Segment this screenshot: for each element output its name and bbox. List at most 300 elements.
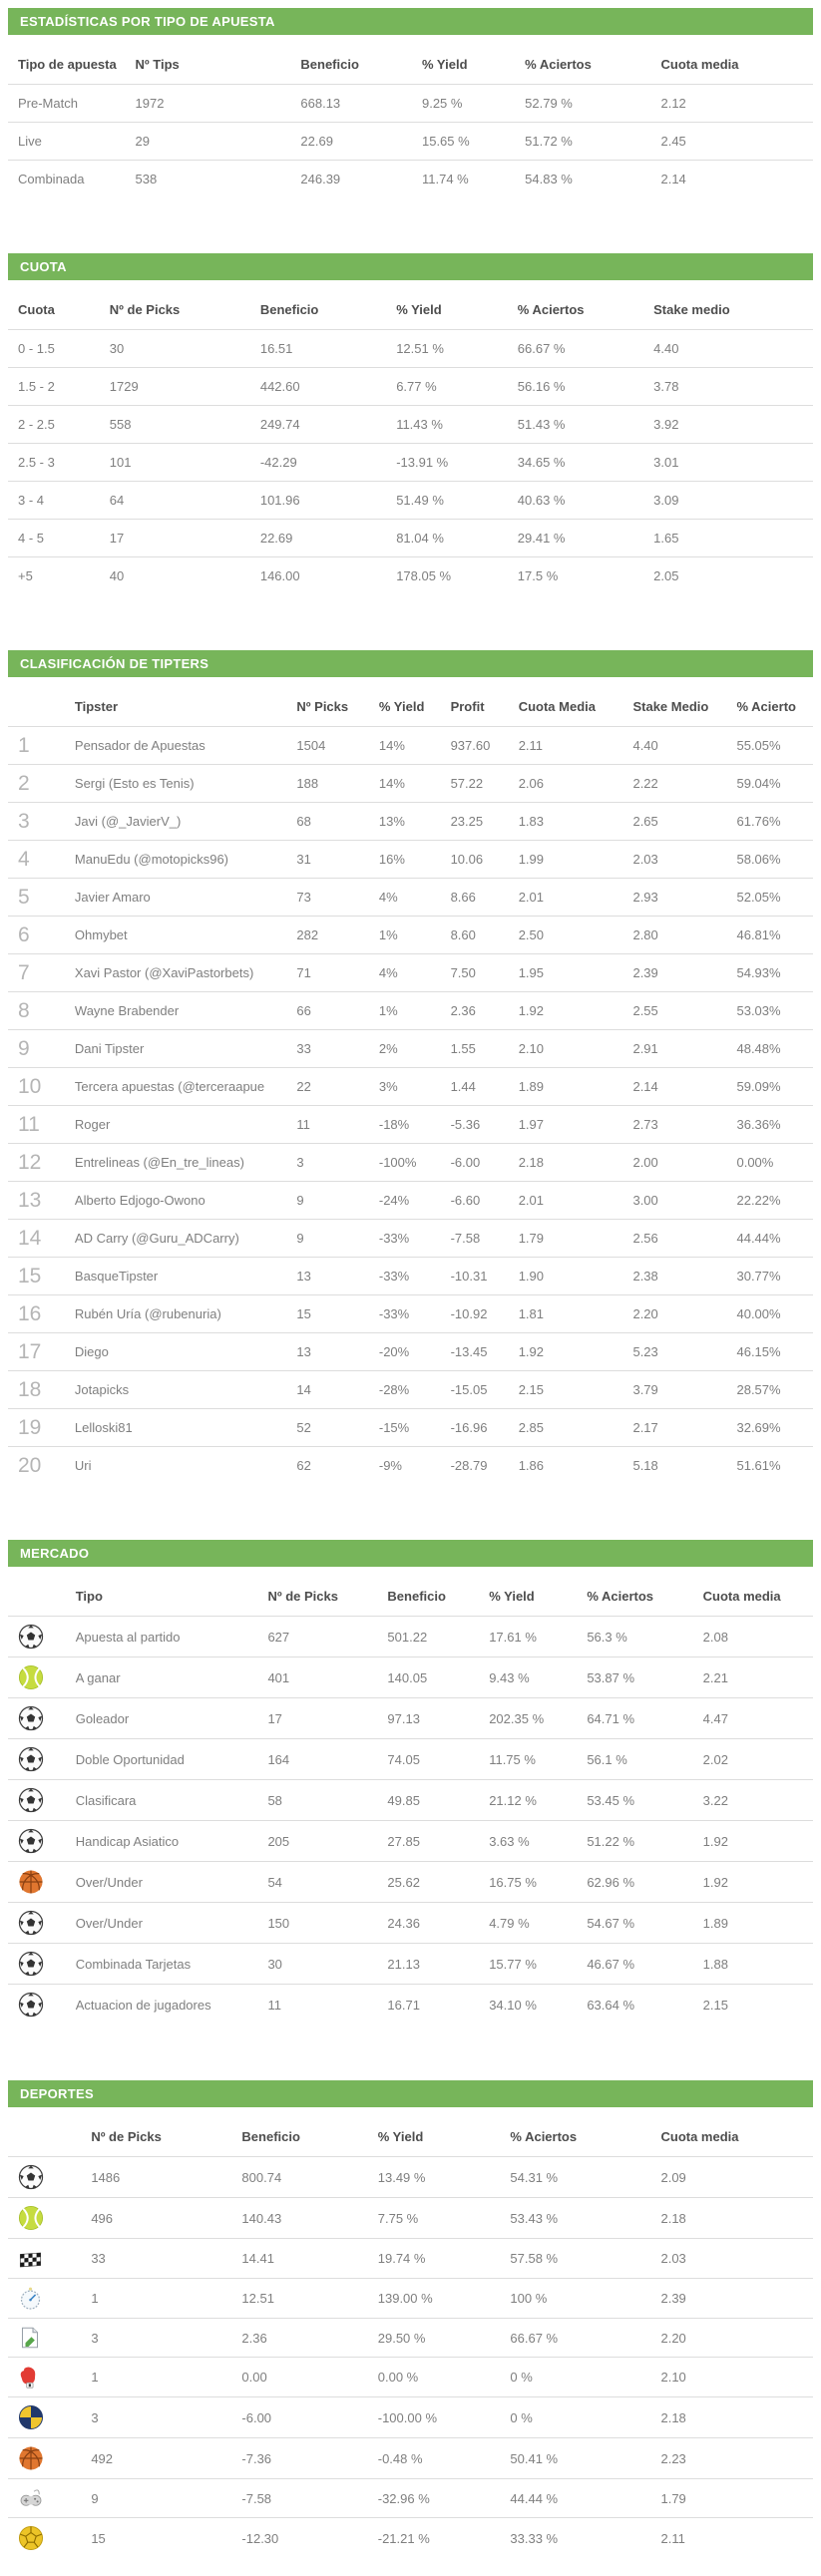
table-cell: 2.18 bbox=[518, 1155, 544, 1170]
rank-number: 9 bbox=[18, 1036, 30, 1060]
column-header: Tipo de apuesta bbox=[18, 57, 117, 72]
table-row bbox=[8, 368, 813, 406]
table-cell: 23.25 bbox=[450, 814, 484, 829]
table-cell: 40 bbox=[109, 568, 125, 583]
table-cell: 62.96 % bbox=[587, 1874, 635, 1890]
table-cell: 22 bbox=[296, 1079, 311, 1094]
table-cell: 14% bbox=[378, 776, 405, 791]
table-cell: Pensador de Apuestas bbox=[74, 738, 205, 753]
table-cell: 74.05 bbox=[387, 1751, 420, 1767]
table-cell: Tercera apuestas (@terceraapue bbox=[74, 1079, 265, 1094]
table-cell: 46.81% bbox=[736, 927, 781, 942]
table-cell: 2.36 bbox=[241, 2330, 267, 2346]
table-cell: Sergi (Esto es Tenis) bbox=[74, 776, 195, 791]
table-cell: Handicap Asiatico bbox=[75, 1833, 180, 1849]
table-cell: 48.48% bbox=[736, 1041, 781, 1056]
soccer-ball-icon bbox=[18, 1624, 64, 1650]
table-cell: 3.00 bbox=[632, 1193, 658, 1208]
column-header-empty bbox=[8, 1577, 70, 1617]
table-cell: 1.79 bbox=[518, 1231, 544, 1246]
table-cell: +5 bbox=[18, 568, 33, 583]
table-cell: 62 bbox=[296, 1458, 311, 1473]
table-cell: 55.05% bbox=[736, 738, 781, 753]
column-header: Cuota media bbox=[660, 57, 739, 72]
table-row bbox=[8, 1030, 813, 1068]
table-cell: 4.40 bbox=[653, 341, 679, 356]
table-row bbox=[8, 879, 813, 917]
table-cell: 2.38 bbox=[632, 1269, 658, 1284]
table-cell: 2.10 bbox=[518, 1041, 544, 1056]
table-cell: Wayne Brabender bbox=[74, 1003, 180, 1018]
table-cell: -10.92 bbox=[450, 1306, 488, 1321]
column-header: Cuota media bbox=[660, 2129, 739, 2144]
table-cell: 51.61% bbox=[736, 1458, 781, 1473]
table-cell: 2.11 bbox=[660, 2530, 685, 2546]
table-cell: 202.35 % bbox=[489, 1710, 545, 1726]
table-cell: 27.85 bbox=[387, 1833, 420, 1849]
icon-cell bbox=[8, 1698, 70, 1739]
table-cell: 2.18 bbox=[660, 2210, 686, 2226]
table-cell: Dani Tipster bbox=[74, 1041, 145, 1056]
table-cell: 17 bbox=[267, 1710, 282, 1726]
table-cell: Jotapicks bbox=[74, 1382, 130, 1397]
table-cell: Combinada bbox=[18, 172, 85, 186]
section-header-deportes bbox=[8, 2080, 813, 2107]
table-cell: 11.75 % bbox=[489, 1751, 536, 1767]
rank-number: 3 bbox=[18, 809, 30, 833]
rank-number: 12 bbox=[18, 1150, 42, 1174]
column-header-empty bbox=[8, 2117, 85, 2157]
table-cell: 4% bbox=[378, 965, 398, 980]
section-tipsters bbox=[8, 650, 813, 1484]
column-header: Beneficio bbox=[387, 1589, 446, 1604]
table-row bbox=[8, 1144, 813, 1182]
table-cell: 2.17 bbox=[632, 1420, 658, 1435]
table-cell: 13 bbox=[296, 1269, 311, 1284]
table-cell: -20% bbox=[378, 1344, 410, 1359]
table-cell: 46.15% bbox=[736, 1344, 781, 1359]
table-cell: 1.55 bbox=[450, 1041, 476, 1056]
header-row bbox=[8, 1577, 813, 1617]
table-cell: 44.44 % bbox=[510, 2490, 559, 2506]
table-cell: 5.23 bbox=[632, 1344, 658, 1359]
table-cell: Alberto Edjogo-Owono bbox=[74, 1193, 205, 1208]
table-cell: 11.74 % bbox=[421, 172, 469, 186]
table-cell: 0 - 1.5 bbox=[18, 341, 55, 356]
table-cell: Over/Under bbox=[75, 1915, 143, 1931]
table-cell: 139.00 % bbox=[377, 2291, 433, 2306]
table-cell: 1.83 bbox=[518, 814, 544, 829]
table-cell: 51.49 % bbox=[396, 493, 444, 508]
table-cell: 63.64 % bbox=[587, 1997, 635, 2013]
table-cell: 16.71 bbox=[387, 1997, 420, 2013]
table-cell: 97.13 bbox=[387, 1710, 420, 1726]
volleyball-icon bbox=[18, 2404, 79, 2430]
table-cell: Ohmybet bbox=[74, 927, 128, 942]
table-cell: Entrelineas (@En_tre_lineas) bbox=[74, 1155, 244, 1170]
table-cell: 558 bbox=[109, 417, 132, 432]
table-cell: Lelloski81 bbox=[74, 1420, 133, 1435]
icon-cell bbox=[8, 2157, 85, 2198]
table-cell: -10.31 bbox=[450, 1269, 488, 1284]
table-cell: 101.96 bbox=[259, 493, 300, 508]
table-cell: 1.81 bbox=[518, 1306, 544, 1321]
table-cell: AD Carry (@Guru_ADCarry) bbox=[74, 1231, 239, 1246]
table-cell: 31 bbox=[296, 852, 311, 867]
table-cell: 2.08 bbox=[702, 1629, 728, 1645]
table-cell: 2.39 bbox=[660, 2291, 686, 2306]
table-cell: 1.92 bbox=[518, 1003, 544, 1018]
table-row bbox=[8, 2239, 813, 2279]
tipsters-ranking-table bbox=[8, 687, 813, 1484]
table-cell: 150 bbox=[267, 1915, 290, 1931]
table-cell: -28.79 bbox=[450, 1458, 488, 1473]
section-header-tipsters bbox=[8, 650, 813, 677]
table-cell: 2.39 bbox=[632, 965, 658, 980]
section-title: DEPORTES bbox=[20, 2086, 94, 2101]
table-cell: 282 bbox=[296, 927, 319, 942]
icon-cell bbox=[8, 1862, 70, 1903]
table-cell: 14.41 bbox=[241, 2251, 274, 2266]
boxing-glove-icon bbox=[18, 2365, 79, 2390]
table-cell: 51.22 % bbox=[587, 1833, 635, 1849]
table-row bbox=[8, 2358, 813, 2397]
table-cell: Apuesta al partido bbox=[75, 1629, 181, 1645]
table-cell: 36.36% bbox=[736, 1117, 781, 1132]
table-row bbox=[8, 85, 813, 123]
table-cell: 0.00 % bbox=[377, 2370, 419, 2385]
table-cell: 61.76% bbox=[736, 814, 781, 829]
table-cell: 2.11 bbox=[518, 738, 544, 753]
table-row bbox=[8, 406, 813, 444]
table-cell: 2.23 bbox=[660, 2450, 686, 2466]
table-cell: 51.43 % bbox=[517, 417, 566, 432]
section-tipo-apuesta bbox=[8, 8, 813, 197]
table-cell: 146.00 bbox=[259, 568, 300, 583]
table-cell: 140.43 bbox=[241, 2210, 282, 2226]
column-header: Nº de Picks bbox=[109, 302, 181, 317]
table-cell: 492 bbox=[91, 2450, 114, 2466]
table-cell: 140.05 bbox=[387, 1669, 428, 1685]
column-header: Beneficio bbox=[300, 57, 359, 72]
table-cell: 3% bbox=[378, 1079, 398, 1094]
table-cell: 13 bbox=[296, 1344, 311, 1359]
table-cell: 3.22 bbox=[702, 1792, 728, 1808]
table-cell: 52.79 % bbox=[525, 96, 573, 111]
table-row bbox=[8, 992, 813, 1030]
table-cell: 3.63 % bbox=[489, 1833, 530, 1849]
table-cell: 1.88 bbox=[702, 1956, 728, 1972]
section-title: MERCADO bbox=[20, 1546, 90, 1561]
deportes-table bbox=[8, 2117, 813, 2558]
table-cell: Live bbox=[18, 134, 42, 149]
table-cell: 9 bbox=[296, 1193, 304, 1208]
table-cell: 66.67 % bbox=[510, 2330, 559, 2346]
table-cell: 0.00% bbox=[736, 1155, 774, 1170]
table-cell: 24.36 bbox=[387, 1915, 420, 1931]
column-header: % Aciertos bbox=[510, 2129, 578, 2144]
column-header: Nº de Picks bbox=[91, 2129, 162, 2144]
table-cell: 13.49 % bbox=[377, 2169, 426, 2185]
table-cell: 442.60 bbox=[259, 379, 300, 394]
table-cell: 54.93% bbox=[736, 965, 781, 980]
rank-number: 19 bbox=[18, 1415, 42, 1439]
table-cell: 64.71 % bbox=[587, 1710, 635, 1726]
table-cell: 2.5 - 3 bbox=[18, 455, 55, 470]
table-cell: -15% bbox=[378, 1420, 410, 1435]
table-cell: 3.92 bbox=[653, 417, 679, 432]
table-cell: 2.09 bbox=[660, 2169, 686, 2185]
table-cell: 1.92 bbox=[702, 1833, 728, 1849]
table-row bbox=[8, 330, 813, 368]
table-cell: BasqueTipster bbox=[74, 1269, 159, 1284]
table-cell: 30 bbox=[109, 341, 125, 356]
table-cell: 2.01 bbox=[518, 890, 544, 905]
table-row bbox=[8, 2279, 813, 2319]
table-cell: 34.10 % bbox=[489, 1997, 537, 2013]
table-cell: 101 bbox=[109, 455, 132, 470]
table-row bbox=[8, 2397, 813, 2438]
table-cell: 2.12 bbox=[660, 96, 686, 111]
table-cell: 249.74 bbox=[259, 417, 300, 432]
icon-cell bbox=[8, 2397, 85, 2438]
rank-number: 5 bbox=[18, 885, 30, 909]
table-cell: -6.00 bbox=[450, 1155, 481, 1170]
table-cell: 4.79 % bbox=[489, 1915, 530, 1931]
table-cell: 11 bbox=[296, 1117, 310, 1132]
icon-cell bbox=[8, 1821, 70, 1862]
soccer-ball-icon bbox=[18, 2164, 79, 2190]
table-cell: 4.40 bbox=[632, 738, 658, 753]
table-cell: -15.05 bbox=[450, 1382, 488, 1397]
table-row bbox=[8, 2518, 813, 2559]
table-row bbox=[8, 2198, 813, 2239]
table-cell: 3 bbox=[91, 2409, 99, 2425]
table-row bbox=[8, 727, 813, 765]
icon-cell bbox=[8, 2479, 85, 2518]
table-row bbox=[8, 954, 813, 992]
table-cell: 2 - 2.5 bbox=[18, 417, 55, 432]
soccer-ball-icon bbox=[18, 1910, 64, 1936]
section-title: CUOTA bbox=[20, 259, 67, 274]
icon-cell bbox=[8, 1944, 70, 1985]
basketball-icon bbox=[18, 1869, 64, 1895]
table-cell: 53.03% bbox=[736, 1003, 781, 1018]
table-cell: 9 bbox=[91, 2490, 99, 2506]
table-cell: 16% bbox=[378, 852, 405, 867]
icon-cell bbox=[8, 1617, 70, 1657]
section-title: ESTADÍSTICAS POR TIPO DE APUESTA bbox=[20, 14, 275, 29]
icon-cell bbox=[8, 1739, 70, 1780]
table-cell: 52 bbox=[296, 1420, 311, 1435]
table-cell: 29.50 % bbox=[377, 2330, 426, 2346]
table-row bbox=[8, 444, 813, 482]
column-header: Nº Tips bbox=[135, 57, 180, 72]
table-cell: 12.51 % bbox=[396, 341, 444, 356]
table-cell: 14% bbox=[378, 738, 405, 753]
table-cell: 2.91 bbox=[632, 1041, 658, 1056]
table-cell: 1.97 bbox=[518, 1117, 544, 1132]
table-cell: 17 bbox=[109, 531, 125, 546]
table-cell: 496 bbox=[91, 2210, 114, 2226]
column-header: % Aciertos bbox=[525, 57, 592, 72]
table-cell: 3 bbox=[296, 1155, 304, 1170]
soccer-ball-icon bbox=[18, 1992, 64, 2018]
table-cell: 53.87 % bbox=[587, 1669, 635, 1685]
section-title: CLASIFICACIÓN DE TIPTERS bbox=[20, 656, 209, 671]
table-row bbox=[8, 557, 813, 595]
table-cell: 22.22% bbox=[736, 1193, 781, 1208]
table-cell: -32.96 % bbox=[377, 2490, 430, 2506]
soccer-ball-icon bbox=[18, 1746, 64, 1772]
soccer-ball-icon bbox=[18, 1951, 64, 1977]
table-cell: 2.65 bbox=[632, 814, 658, 829]
table-cell: 16.75 % bbox=[489, 1874, 537, 1890]
table-cell: 7.75 % bbox=[377, 2210, 419, 2226]
column-header: % Acierto bbox=[736, 699, 796, 714]
table-row bbox=[8, 803, 813, 841]
table-cell: 2.03 bbox=[632, 852, 658, 867]
table-cell: 800.74 bbox=[241, 2169, 282, 2185]
rank-number: 17 bbox=[18, 1339, 42, 1363]
table-cell: 2.55 bbox=[632, 1003, 658, 1018]
table-cell: 1.44 bbox=[450, 1079, 476, 1094]
table-cell: 2.15 bbox=[518, 1382, 544, 1397]
table-row bbox=[8, 161, 813, 198]
table-cell: -33% bbox=[378, 1306, 410, 1321]
table-cell: -100.00 % bbox=[377, 2409, 438, 2425]
table-cell: 246.39 bbox=[300, 172, 341, 186]
table-cell: 9.25 % bbox=[421, 96, 463, 111]
table-cell: -33% bbox=[378, 1269, 410, 1284]
table-cell: Javier Amaro bbox=[74, 890, 151, 905]
table-cell: -9% bbox=[378, 1458, 402, 1473]
table-cell: Uri bbox=[74, 1458, 92, 1473]
column-header: Cuota bbox=[18, 302, 55, 317]
table-cell: 2.02 bbox=[702, 1751, 728, 1767]
table-cell: 81.04 % bbox=[396, 531, 444, 546]
table-cell: 15 bbox=[296, 1306, 311, 1321]
column-header: % Yield bbox=[421, 57, 468, 72]
column-header: Beneficio bbox=[241, 2129, 300, 2144]
table-cell: 56.1 % bbox=[587, 1751, 627, 1767]
table-cell: 2.85 bbox=[518, 1420, 544, 1435]
table-cell: 49.85 bbox=[387, 1792, 420, 1808]
rank-number: 14 bbox=[18, 1226, 42, 1250]
table-cell: 1% bbox=[378, 1003, 398, 1018]
table-cell: 15.65 % bbox=[421, 134, 470, 149]
column-header: Nº de Picks bbox=[267, 1589, 338, 1604]
table-cell: -12.30 bbox=[241, 2530, 279, 2546]
soccer-ball-icon bbox=[18, 1787, 64, 1813]
table-cell: 33 bbox=[91, 2251, 106, 2266]
soccer-ball-icon bbox=[18, 1828, 64, 1854]
table-row bbox=[8, 1821, 813, 1862]
table-cell: 9 bbox=[296, 1231, 304, 1246]
column-header: Beneficio bbox=[259, 302, 319, 317]
rank-number: 10 bbox=[18, 1074, 42, 1098]
table-cell: 14 bbox=[296, 1382, 311, 1397]
cuota-table bbox=[8, 290, 813, 594]
tennis-ball-icon bbox=[18, 1664, 64, 1690]
table-row bbox=[8, 2157, 813, 2198]
table-cell: 29 bbox=[135, 134, 151, 149]
rank-number: 18 bbox=[18, 1377, 42, 1401]
table-cell: 205 bbox=[267, 1833, 290, 1849]
table-cell: 3.78 bbox=[653, 379, 679, 394]
table-cell: -24% bbox=[378, 1193, 410, 1208]
table-cell: 4 - 5 bbox=[18, 531, 45, 546]
table-cell: 1486 bbox=[91, 2169, 121, 2185]
header-row bbox=[8, 687, 813, 727]
column-header: % Aciertos bbox=[517, 302, 585, 317]
rank-number: 11 bbox=[18, 1112, 40, 1136]
table-cell: 29.41 % bbox=[517, 531, 566, 546]
table-cell: -7.58 bbox=[241, 2490, 272, 2506]
table-cell: 7.50 bbox=[450, 965, 476, 980]
header-row bbox=[8, 2117, 813, 2157]
icon-cell bbox=[8, 2279, 85, 2319]
table-cell: 1.92 bbox=[518, 1344, 544, 1359]
table-cell: Xavi Pastor (@XaviPastorbets) bbox=[74, 965, 254, 980]
checkered-flag-icon bbox=[18, 2246, 79, 2271]
icon-cell bbox=[8, 2358, 85, 2397]
table-row bbox=[8, 1903, 813, 1944]
column-header: Stake medio bbox=[653, 302, 730, 317]
rank-number: 16 bbox=[18, 1301, 42, 1325]
table-cell: 937.60 bbox=[450, 738, 491, 753]
table-cell: 10.06 bbox=[450, 852, 484, 867]
table-cell: 2.14 bbox=[660, 172, 686, 186]
table-cell: 100 % bbox=[510, 2291, 548, 2306]
table-cell: 11.43 % bbox=[396, 417, 443, 432]
column-header: Nº Picks bbox=[296, 699, 349, 714]
table-row bbox=[8, 1409, 813, 1447]
table-row bbox=[8, 482, 813, 520]
table-cell: 71 bbox=[296, 965, 311, 980]
table-row bbox=[8, 2438, 813, 2479]
table-row bbox=[8, 1862, 813, 1903]
column-header: Cuota media bbox=[702, 1589, 781, 1604]
table-cell: 54.31 % bbox=[510, 2169, 559, 2185]
table-cell: -33% bbox=[378, 1231, 410, 1246]
table-cell: -0.48 % bbox=[377, 2450, 423, 2466]
table-row bbox=[8, 2479, 813, 2518]
table-cell: -7.58 bbox=[450, 1231, 481, 1246]
table-cell: -7.36 bbox=[241, 2450, 272, 2466]
table-cell: 1729 bbox=[109, 379, 139, 394]
column-header: % Yield bbox=[377, 2129, 424, 2144]
table-cell: 4% bbox=[378, 890, 398, 905]
icon-cell bbox=[8, 1657, 70, 1698]
table-cell: 1.90 bbox=[518, 1269, 544, 1284]
section-header-mercado bbox=[8, 1540, 813, 1567]
table-cell: 2.10 bbox=[660, 2370, 686, 2385]
icon-cell bbox=[8, 2438, 85, 2479]
table-cell: 2.18 bbox=[660, 2409, 686, 2425]
table-cell: 21.13 bbox=[387, 1956, 420, 1972]
table-cell: 58 bbox=[267, 1792, 282, 1808]
table-cell: 1.99 bbox=[518, 852, 544, 867]
table-cell: 51.72 % bbox=[525, 134, 573, 149]
table-cell: 46.67 % bbox=[587, 1956, 635, 1972]
rank-number: 20 bbox=[18, 1453, 42, 1477]
table-cell: 2.22 bbox=[632, 776, 658, 791]
table-cell: 5.18 bbox=[632, 1458, 658, 1473]
table-cell: -28% bbox=[378, 1382, 410, 1397]
table-row bbox=[8, 1985, 813, 2025]
table-row bbox=[8, 765, 813, 803]
